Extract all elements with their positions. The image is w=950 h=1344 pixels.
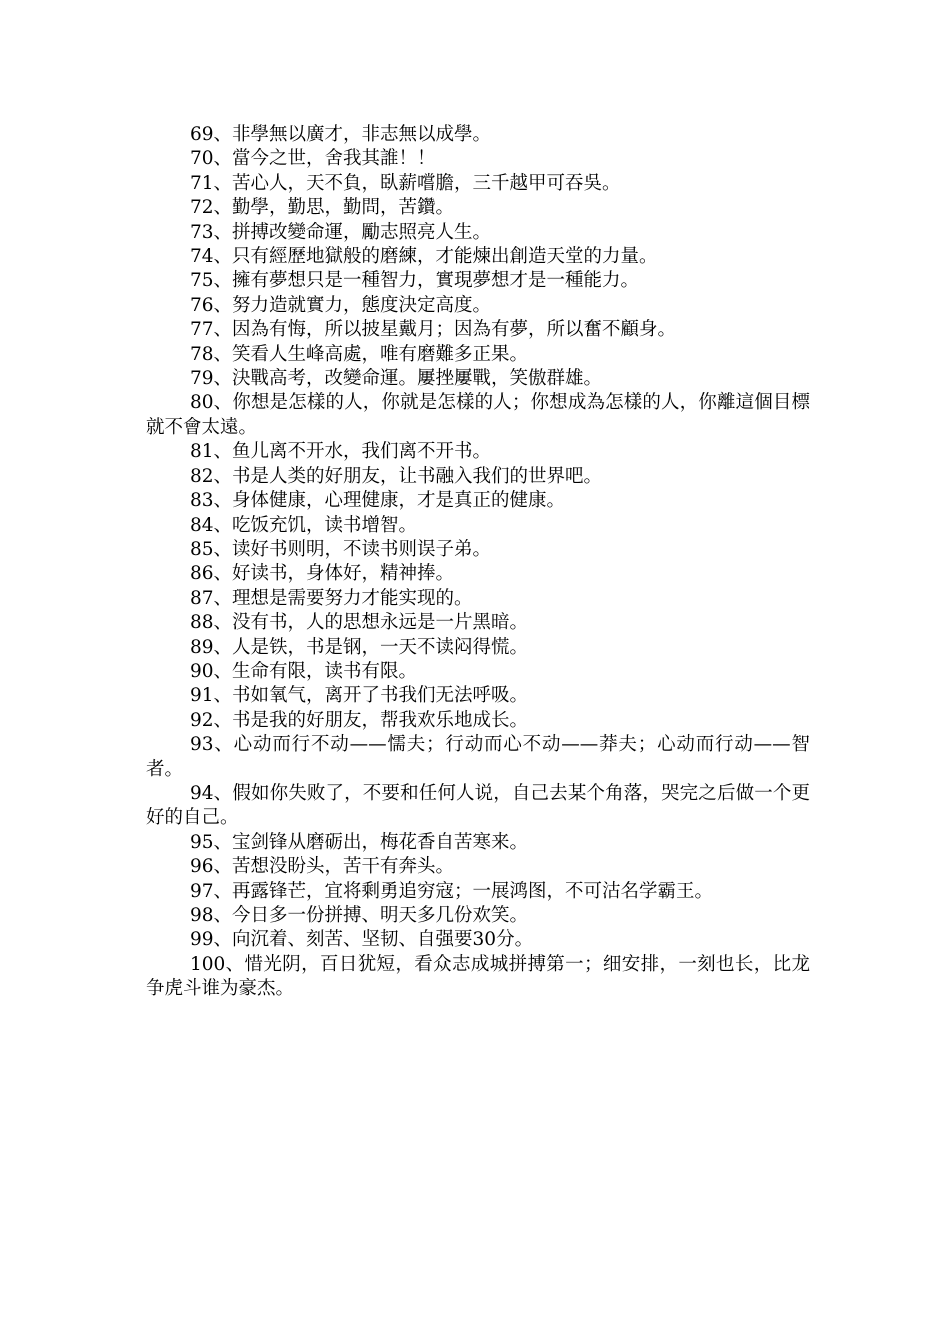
quote-item: 81、鱼儿离不开水，我们离不开书。 bbox=[190, 441, 492, 463]
quote-item: 86、好读书，身体好，精神捧。 bbox=[190, 563, 455, 585]
quote-item: 87、理想是需要努力才能实现的。 bbox=[190, 587, 473, 609]
quote-item: 71、苦心人，天不負，臥薪嚐膽，三千越甲可吞吳。 bbox=[190, 172, 621, 194]
quote-item: 88、没有书，人的思想永远是一片黑暗。 bbox=[190, 612, 529, 634]
quote-item: 99、向沉着、刻苦、坚韧、自强要30分。 bbox=[190, 929, 534, 951]
quote-item: 73、拼搏改變命運，勵志照亮人生。 bbox=[190, 221, 492, 243]
quote-item: 84、吃饭充饥，读书增智。 bbox=[190, 514, 418, 536]
quote-item: 93、心动而行不动——懦夫；行动而心不动——莽夫；心动而行动——智者。 bbox=[146, 734, 810, 780]
quote-item: 75、擁有夢想只是一種智力，實現夢想才是一種能力。 bbox=[190, 270, 640, 292]
quote-item: 94、假如你失败了，不要和任何人说，自己去某个角落，哭完之后做一个更好的自己。 bbox=[146, 782, 810, 829]
quote-item: 72、勤學，勤思，勤問，苦鑽。 bbox=[190, 197, 455, 219]
quote-item: 77、因為有悔，所以披星戴月；因為有夢，所以奮不顧身。 bbox=[190, 319, 677, 341]
quote-item: 96、苦想没盼头，苦干有奔头。 bbox=[190, 856, 455, 878]
quote-item: 91、书如氧气，离开了书我们无法呼吸。 bbox=[190, 685, 529, 707]
quote-item: 85、读好书则明，不读书则误子弟。 bbox=[190, 538, 492, 560]
quote-item: 92、书是我的好朋友，帮我欢乐地成长。 bbox=[190, 709, 529, 731]
quote-item: 98、今日多一份拼搏、明天多几份欢笑。 bbox=[190, 905, 529, 926]
quote-item: 89、人是铁，书是钢，一天不读闷得慌。 bbox=[190, 636, 529, 658]
quote-item: 74、只有經歷地獄般的磨練，才能煉出創造天堂的力量。 bbox=[190, 246, 658, 268]
quote-list bbox=[146, 123, 810, 1002]
quote-item: 100、惜光阴，百日犹短，看众志成城拼搏第一；细安排，一刻也长，比龙争虎斗谁为豪杰。 bbox=[146, 953, 810, 1000]
quote-item: 90、生命有限，读书有限。 bbox=[190, 660, 418, 682]
quote-item: 76、努力造就實力，態度決定高度。 bbox=[190, 294, 492, 316]
quote-item: 78、笑看人生峰高處，唯有磨難多正果。 bbox=[190, 343, 529, 365]
quote-item: 97、再露锋芒，宜将剩勇追穷寇；一展鸿图，不可沽名学霸王。 bbox=[190, 880, 714, 902]
quote-item: 83、身体健康，心理健康，才是真正的健康。 bbox=[190, 490, 566, 512]
quote-item: 70、當今之世，舍我其誰！！ bbox=[190, 148, 436, 170]
quote-item: 95、宝剑锋从磨砺出，梅花香自苦寒来。 bbox=[190, 831, 529, 853]
quote-item: 69、非學無以廣才，非志無以成學。 bbox=[190, 124, 492, 145]
quote-item: 80、你想是怎樣的人，你就是怎樣的人；你想成為怎樣的人，你離這個目標就不會太遠。 bbox=[146, 392, 810, 438]
quote-item: 82、书是人类的好朋友，让书融入我们的世界吧。 bbox=[190, 465, 603, 487]
quote-item: 79、決戰高考，改變命運。屢挫屢戰，笑傲群雄。 bbox=[190, 368, 603, 390]
